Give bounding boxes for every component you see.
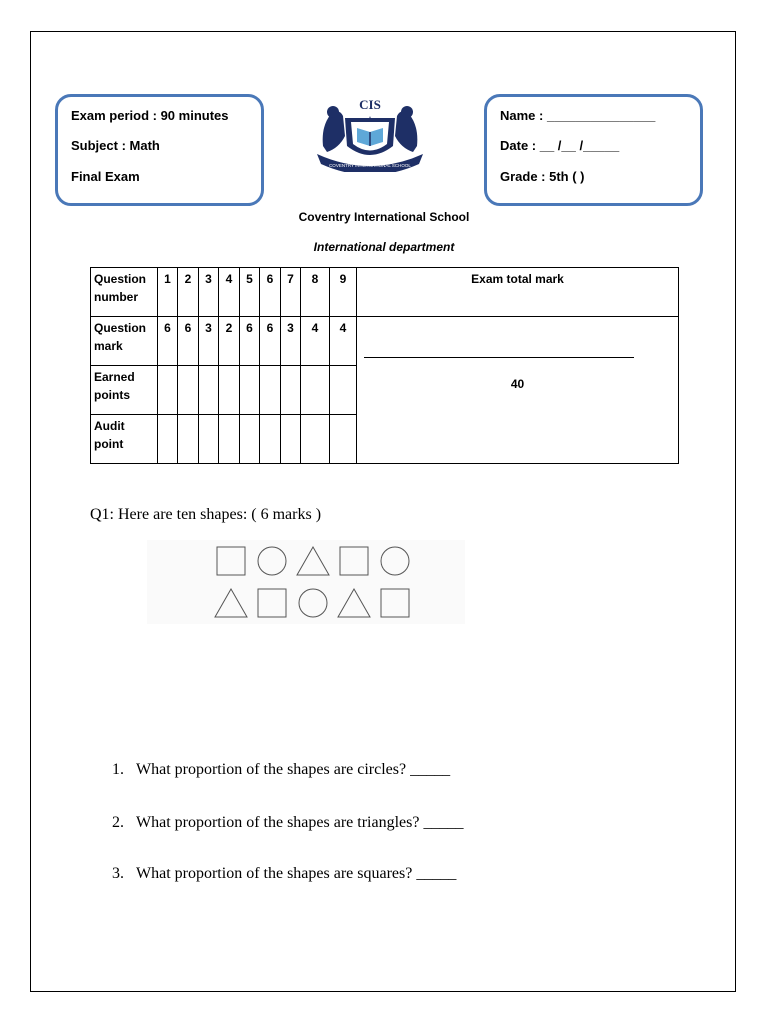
total-mark-cell[interactable] xyxy=(357,317,679,464)
sub-question-text: What proportion of the shapes are triangles? _____ xyxy=(136,814,464,831)
sub-question-2 xyxy=(112,814,463,832)
audit-point-cell[interactable] xyxy=(301,415,330,464)
audit-point-cell[interactable] xyxy=(178,415,199,464)
sub-question-text: What proportion of the shapes are circles? _____ xyxy=(136,761,451,778)
shapes-figure xyxy=(147,540,465,624)
marks-table xyxy=(90,267,679,464)
student-name-field[interactable]: Name : _______________ xyxy=(500,108,656,123)
question-number-cell: 3 xyxy=(199,268,219,317)
question-mark-cell: 6 xyxy=(260,317,281,366)
square-shape xyxy=(217,547,245,575)
sub-question-3 xyxy=(112,865,456,883)
question-mark-cell: 3 xyxy=(281,317,301,366)
earned-points-cell[interactable] xyxy=(158,366,178,415)
school-name: Coventry International School xyxy=(298,210,470,224)
question-mark-row xyxy=(91,317,679,366)
question-mark-cell: 6 xyxy=(158,317,178,366)
earned-points-cell[interactable] xyxy=(219,366,240,415)
earned-points-cell[interactable] xyxy=(178,366,199,415)
sub-question-1 xyxy=(112,761,450,779)
question-mark-cell: 6 xyxy=(240,317,260,366)
student-info-box xyxy=(484,94,703,206)
row-label: Question number xyxy=(91,268,158,317)
total-score-line xyxy=(364,357,634,358)
question-mark-cell: 4 xyxy=(330,317,357,366)
exam-info-box xyxy=(55,94,264,206)
question-number-cell: 7 xyxy=(281,268,301,317)
audit-point-cell[interactable] xyxy=(240,415,260,464)
triangle-shape xyxy=(338,589,370,617)
earned-points-cell[interactable] xyxy=(240,366,260,415)
earned-points-cell[interactable] xyxy=(301,366,330,415)
earned-points-cell[interactable] xyxy=(260,366,281,415)
circle-shape xyxy=(258,547,286,575)
department-name: International department xyxy=(313,240,455,254)
question-mark-cell: 2 xyxy=(219,317,240,366)
audit-point-cell[interactable] xyxy=(199,415,219,464)
question-number-cell: 2 xyxy=(178,268,199,317)
question-number-cell: 5 xyxy=(240,268,260,317)
circle-shape xyxy=(381,547,409,575)
sub-question-number: 2. xyxy=(112,814,124,831)
earned-points-cell[interactable] xyxy=(199,366,219,415)
date-field[interactable]: Date : __ /__ /_____ xyxy=(500,138,620,153)
triangle-shape xyxy=(215,589,247,617)
circle-shape xyxy=(299,589,327,617)
question-mark-cell: 3 xyxy=(199,317,219,366)
question-number-cell: 9 xyxy=(330,268,357,317)
square-shape xyxy=(340,547,368,575)
triangle-shape xyxy=(297,547,329,575)
exam-type: Final Exam xyxy=(71,169,140,184)
sub-question-number: 1. xyxy=(112,761,124,778)
row-label: Earned points xyxy=(91,366,158,415)
question-1-prompt: Q1: Here are ten shapes: ( 6 marks ) xyxy=(90,506,322,523)
audit-point-cell[interactable] xyxy=(219,415,240,464)
audit-point-cell[interactable] xyxy=(260,415,281,464)
exam-subject: Subject : Math xyxy=(71,138,160,153)
question-number-cell: 4 xyxy=(219,268,240,317)
question-mark-cell: 4 xyxy=(301,317,330,366)
exam-period: Exam period : 90 minutes xyxy=(71,108,229,123)
square-shape xyxy=(258,589,286,617)
earned-points-cell[interactable] xyxy=(330,366,357,415)
question-number-cell: 6 xyxy=(260,268,281,317)
question-number-cell: 8 xyxy=(301,268,330,317)
question-mark-cell: 6 xyxy=(178,317,199,366)
total-mark-value: 40 xyxy=(510,377,525,391)
sub-question-number: 3. xyxy=(112,865,124,882)
question-number-row xyxy=(91,268,679,317)
audit-point-cell[interactable] xyxy=(330,415,357,464)
logo-ribbon-text: COVENTRY INTERNATIONAL SCHOOL xyxy=(329,163,411,168)
row-label: Audit point xyxy=(91,415,158,464)
logo-cis-text: CIS xyxy=(359,97,381,112)
question-number-cell: 1 xyxy=(158,268,178,317)
row-label: Question mark xyxy=(91,317,158,366)
earned-points-cell[interactable] xyxy=(281,366,301,415)
audit-point-cell[interactable] xyxy=(281,415,301,464)
grade-field[interactable]: Grade : 5th ( ) xyxy=(500,169,585,184)
audit-point-cell[interactable] xyxy=(158,415,178,464)
school-logo xyxy=(315,96,425,172)
total-header: Exam total mark xyxy=(357,268,679,317)
square-shape xyxy=(381,589,409,617)
sub-question-text: What proportion of the shapes are squares? _____ xyxy=(136,865,457,882)
